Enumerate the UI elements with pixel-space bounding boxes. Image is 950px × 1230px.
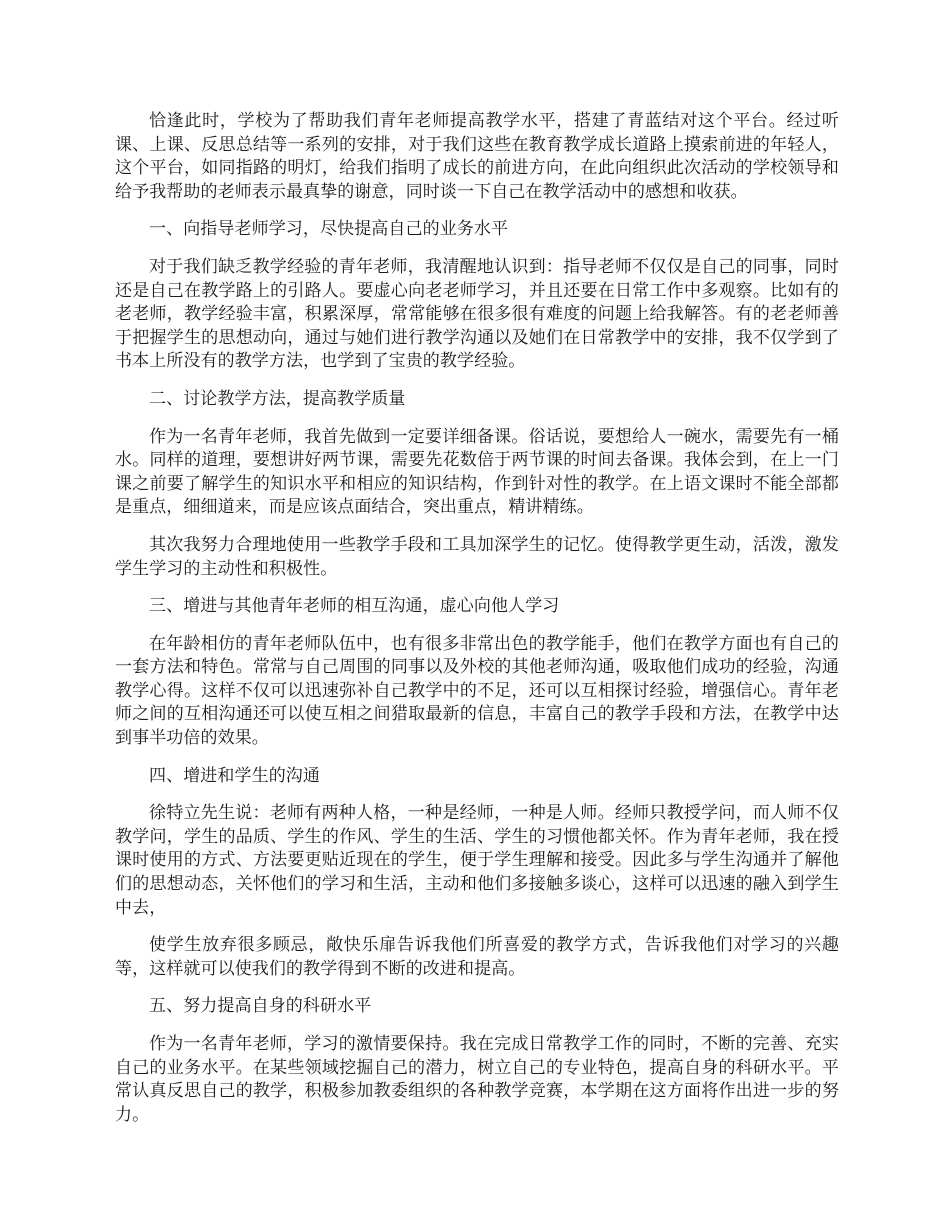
section-4-paragraph-1: 徐特立先生说：老师有两种人格，一种是经师，一种是人师。经师只教授学问，而人师不仅教学问，学生的品质、学生的作风、学生的生活、学生的习惯他都关怀。作为青年老师，我在授课时使用的方式、方法要更贴近现在的学生，便于学生理解和接受。因此多与学生沟通并了解他们的思想动态，关怀他们的学习和生活，主动和他们多接触多谈心，这样可以迅速的融入到学生中去， [115, 803, 839, 918]
intro-paragraph: 恰逢此时，学校为了帮助我们青年老师提高教学水平，搭建了青蓝结对这个平台。经过听课、上课、反思总结等一系列的安排，对于我们这些在教育教学成长道路上摸索前进的年轻人，这个平台，如同指路的明灯，给我们指明了成长的前进方向，在此向组织此次活动的学校领导和给予我帮助的老师表示最真挚的谢意，同时谈一下自己在教学活动中的感想和收获。 [115, 111, 839, 202]
section-1-paragraph: 对于我们缺乏教学经验的青年老师，我清醒地认识到：指导老师不仅仅是自己的同事，同时还是自己在教学路上的引路人。要虚心向老老师学习，并且还要在日常工作中多观察。比如有的老老师，教学经验丰富，积累深厚，常常能够在很多很有难度的问题上给我解答。有的老老师善于把握学生的思想动向，通过与她们进行教学沟通以及她们在日常教学中的安排，我不仅学到了书本上所没有的教学方法，也学到了宝贵的教学经验。 [115, 256, 839, 372]
section-heading-1: 一、向指导老师学习，尽快提高自己的业务水平 [149, 219, 509, 240]
section-3-paragraph: 在年龄相仿的青年老师队伍中，也有很多非常出色的教学能手，他们在教学方面也有自己的一套方法和特色。常常与自己周围的同事以及外校的其他老师沟通，吸取他们成功的经验，沟通教学心得。这样不仅可以迅速弥补自己教学中的不足，还可以互相探讨经验，增强信心。青年老师之间的互相沟通还可以使互相之间猎取最新的信息，丰富自己的教学手段和方法，在教学中达到事半功倍的效果。 [115, 633, 839, 749]
section-2-paragraph-2: 其次我努力合理地使用一些教学手段和工具加深学生的记忆。使得教学更生动，活泼，激发学生学习的主动性和积极性。 [115, 534, 839, 579]
document-body [115, 110, 839, 1141]
section-5-paragraph: 作为一名青年老师，学习的激情要保持。我在完成日常教学工作的同时，不断的完善、充实自己的业务水平。在某些领域挖掘自己的潜力，树立自己的专业特色，提高自身的科研水平。平常认真反思自己的教学，积极参加教委组织的各种教学竞赛，本学期在这方面将作出进一步的努力。 [115, 1034, 839, 1125]
section-heading-5: 五、努力提高自身的科研水平 [149, 996, 372, 1017]
section-2-paragraph-1: 作为一名青年老师，我首先做到一定要详细备课。俗话说，要想给人一碗水，需要先有一桶水。同样的道理，要想讲好两节课，需要先花数倍于两节课的时间去备课。我体会到，在上一门课之前要了解学生的知识水平和相应的知识结构，作到针对性的教学。在上语文课时不能全部都是重点，细细道来，而是应该点面结合，突出重点，精讲精练。 [115, 426, 839, 518]
section-heading-4: 四、增进和学生的沟通 [149, 765, 320, 786]
section-heading-3: 三、增进与其他青年老师的相互沟通，虚心向他人学习 [149, 596, 560, 617]
section-4-paragraph-2: 使学生放弃很多顾忌，敞快乐扉告诉我他们所喜爱的教学方式，告诉我他们对学习的兴趣等，这样就可以使我们的教学得到不断的改进和提高。 [115, 935, 839, 979]
section-heading-2: 二、讨论教学方法，提高教学质量 [149, 388, 406, 409]
